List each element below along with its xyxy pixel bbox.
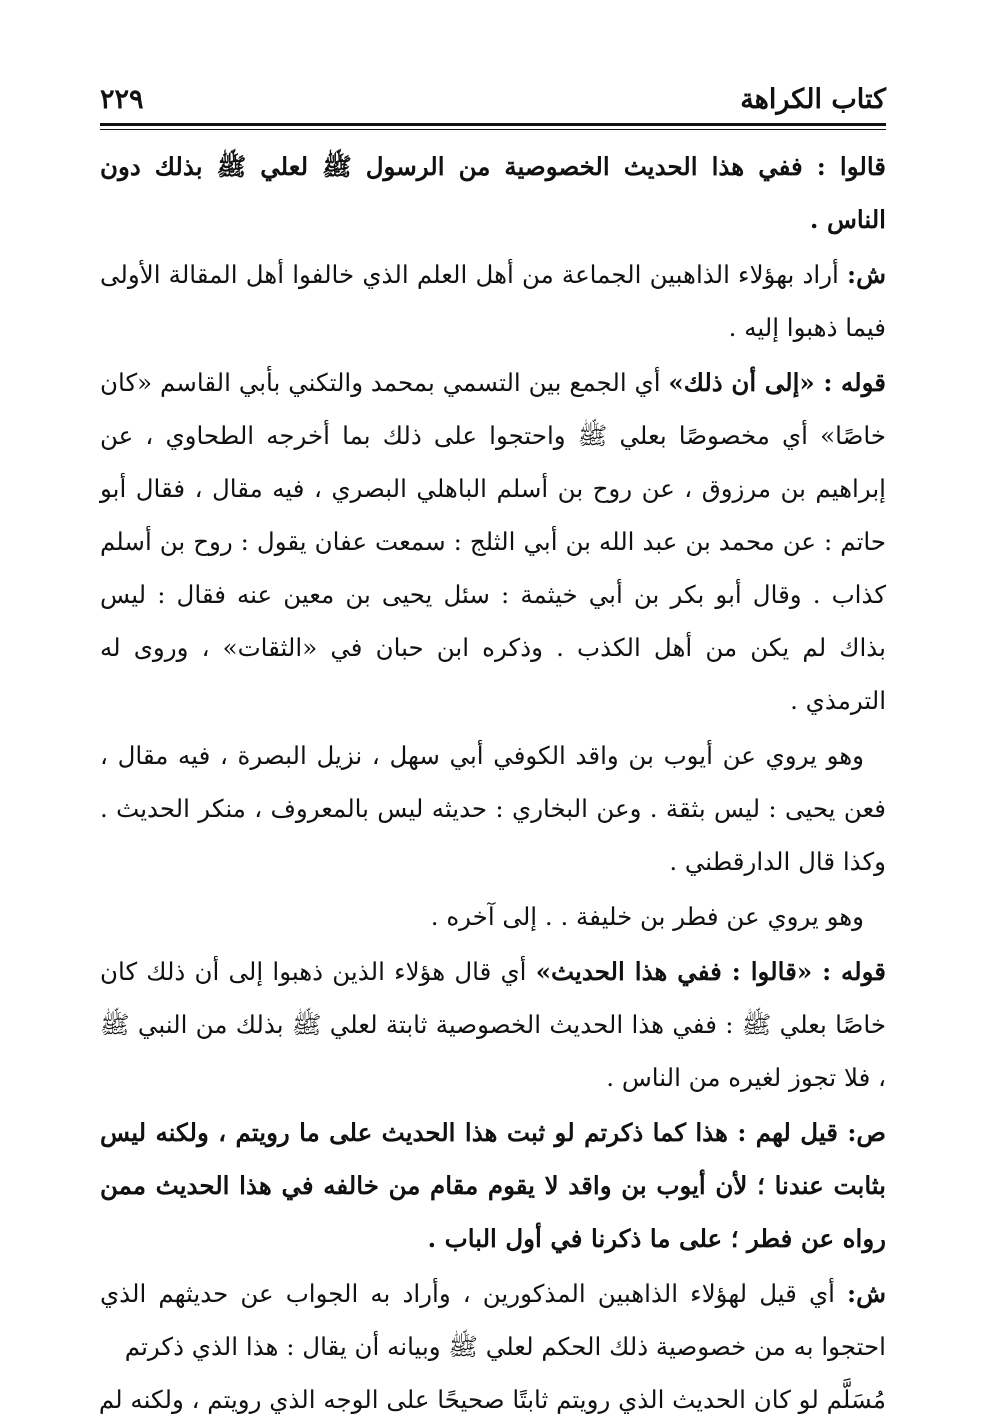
- sharh-label: ش:: [847, 1279, 886, 1308]
- paragraph-3-text: أي الجمع بين التسمي بمحمد والتكني بأبي القاسم «كان خاصًا» أي مخصوصًا بعلي ﷺ واحتجوا على ذلك بما أخرجه الطحاوي ، عن إبراهيم بن مرزوق ، عن روح بن أسلم الباهلي البصري ، فيه مقال ، فقال أبو حاتم : عن محمد بن عبد الله بن أبي الثلج : سمعت عفان يقول : روح بن أسلم كذاب . وقال أبو بكر بن أبي خيثمة : سئل يحيى بن معين عنه فقال : ليس بذاك لم يكن من أهل الكذب . وذكره ابن حبان في «الثقات» ، وروى له الترمذي .: [100, 368, 886, 715]
- chapter-title: كتاب الكراهة: [740, 84, 886, 115]
- quoted-phrase: «إلى أن ذلك»: [668, 368, 824, 397]
- page-header: [100, 84, 886, 124]
- paragraph-5-text: وهو يروي عن فطر بن خليفة . . إلى آخره .: [430, 902, 864, 931]
- quoted-phrase: «قالوا : ففي هذا الحديث»: [535, 957, 823, 986]
- header-rule-thick: [100, 123, 886, 126]
- paragraph-6: [100, 945, 886, 1104]
- paragraph-8: [100, 1267, 886, 1373]
- paragraph-6-text: أي قال هؤلاء الذين ذهبوا إلى أن ذلك كان خاصًا بعلي ﷺ : ففي هذا الحديث الخصوصية ثابتة لعلي ﷺ بذلك من النبي ﷺ ، فلا تجوز لغيره من الناس .: [100, 957, 886, 1092]
- paragraph-2: [100, 248, 886, 354]
- paragraph-5: [100, 890, 886, 943]
- qawluhu-label: قوله :: [823, 368, 887, 397]
- paragraph-8-text: أي قيل لهؤلاء الذاهبين المذكورين ، وأراد به الجواب عن حديثهم الذي احتجوا به من خصوصية ذلك الحكم لعلي ﷺ وبيانه أن يقال : هذا الذي ذكرتم: [100, 1279, 886, 1361]
- paragraph-1: قالوا : ففي هذا الحديث الخصوصية من الرسول ﷺ لعلي ﷺ بذلك دون الناس .: [100, 152, 886, 234]
- sharh-label: ش:: [847, 260, 886, 289]
- paragraph-8-last-line: مُسَلَّم لو كان الحديث الذي رويتم ثابتًا صحيحًا على الوجه الذي رويتم ، ولكنه لم: [98, 1385, 886, 1414]
- paragraph-7: ص: قيل لهم : هذا كما ذكرتم لو ثبت هذا الحديث على ما رويتم ، ولكنه ليس بثابت عندنا ؛ لأن أيوب بن واقد لا يقوم مقام من خالفه في هذا الحديث ممن رواه عن فطر ؛ على ما ذكرنا في أول الباب .: [100, 1118, 886, 1253]
- paragraph-4: [100, 729, 886, 888]
- paragraph-3: [100, 356, 886, 727]
- header-rule-thin: [100, 129, 886, 130]
- paragraph-2-text: أراد بهؤلاء الذاهبين الجماعة من أهل العلم الذي خالفوا أهل المقالة الأولى فيما ذهبوا إليه .: [100, 260, 886, 342]
- qawluhu-label: قوله :: [822, 957, 887, 986]
- page-body: [100, 140, 886, 1426]
- paragraph-4-text: وهو يروي عن أيوب بن واقد الكوفي أبي سهل ، نزيل البصرة ، فيه مقال ، فعن يحيى : ليس بثقة . وعن البخاري : حديثه ليس بالمعروف ، منكر الحديث . وكذا قال الدارقطني .: [100, 741, 886, 876]
- page-number: ٢٢٩: [100, 84, 144, 115]
